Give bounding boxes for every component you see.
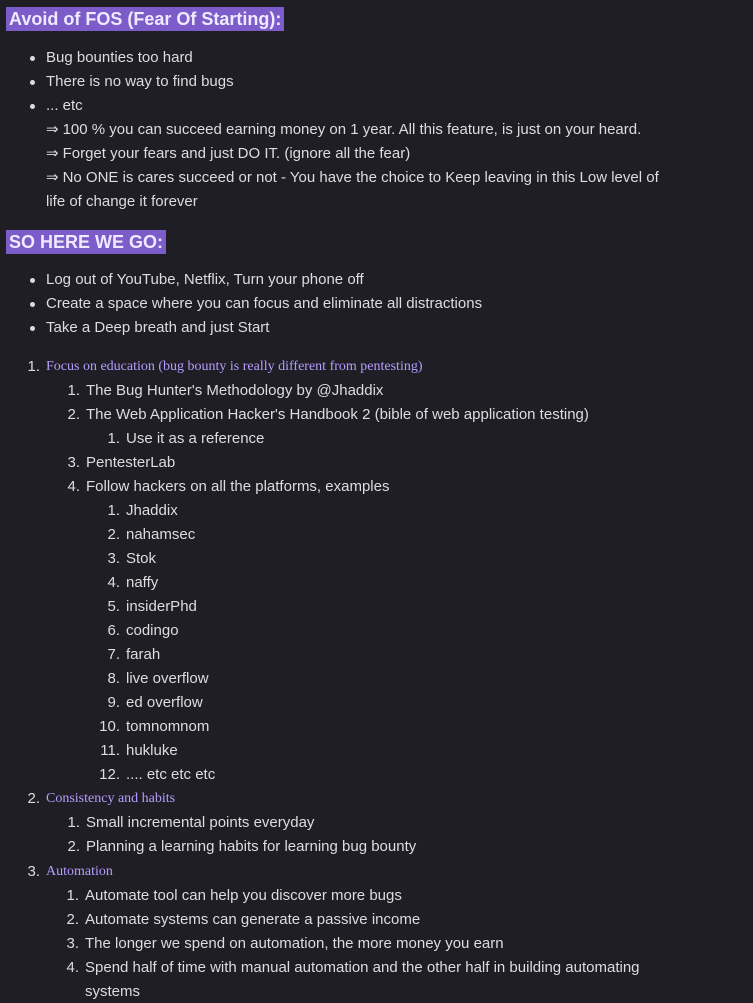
list-item-consistency: Consistency and habits [46,791,176,806]
arrow-icon: ⇒ [46,169,59,186]
list-number: 1. [27,358,40,375]
bullet-dot [30,80,35,85]
list-item: codingo [126,622,179,639]
list-item: Automate systems can generate a passive income [85,911,421,928]
heading-so-here-we-go: SO HERE WE GO: [6,230,166,254]
list-number: 4. [107,574,120,591]
list-item: nahamsec [126,526,196,543]
bullet-dot [30,326,35,331]
list-number: 9. [107,694,120,711]
bullet-dot [30,302,35,307]
arrow-line-text: Forget your fears and just DO IT. (ignore all the fear) [62,145,411,162]
list-number: 2. [66,911,79,928]
list-item: Follow hackers on all the platforms, examples [86,478,390,495]
list-number: 6. [107,622,120,639]
list-number: 1. [107,430,120,447]
arrow-icon: ⇒ [46,145,59,162]
list-item: Jhaddix [126,502,178,519]
list-item: Spend half of time with manual automation and the other half in building automating [85,959,640,976]
list-item: ed overflow [126,694,203,711]
list-number: 1. [107,502,120,519]
arrow-line [46,144,410,164]
list-number: 1. [66,887,79,904]
list-number: 3. [107,550,120,567]
arrow-line [46,120,641,140]
list-number: 8. [107,670,120,687]
bullet-dot [30,56,35,61]
list-item: ... etc [46,97,83,114]
list-item: The longer we spend on automation, the more money you earn [85,935,504,952]
list-item: There is no way to find bugs [46,73,234,90]
list-number: 1. [67,382,80,399]
list-item: Use it as a reference [126,430,265,447]
list-item: insiderPhd [126,598,197,615]
list-item: naffy [126,574,159,591]
list-number: 4. [67,478,80,495]
list-number: 3. [67,454,80,471]
list-item: live overflow [126,670,209,687]
list-number: 5. [107,598,120,615]
list-number: 2. [67,838,80,855]
list-item: Planning a learning habits for learning bug bounty [86,838,417,855]
arrow-line-text: 100 % you can succeed earning money on 1 year. All this feature, is just on your heard. [62,121,642,138]
list-item: Small incremental points everyday [86,814,315,831]
list-item: farah [126,646,161,663]
list-item: The Web Application Hacker's Handbook 2 (bible of web application testing) [86,406,589,423]
list-number: 1. [67,814,80,831]
list-item: Stok [126,550,157,567]
list-item: hukluke [126,742,178,759]
list-item: Bug bounties too hard [46,49,193,66]
list-number: 3. [66,935,79,952]
list-item: PentesterLab [86,454,176,471]
list-item: .... etc etc etc [126,766,216,783]
arrow-icon: ⇒ [46,121,59,138]
list-number: 2. [27,790,40,807]
heading-fear-of-starting: Avoid of FOS (Fear Of Starting): [6,7,284,31]
list-item: Log out of YouTube, Netflix, Turn your phone off [46,271,364,288]
list-item-automation: Automation [46,864,113,879]
list-number: 11. [100,742,120,759]
list-number: 7. [107,646,120,663]
list-item: tomnomnom [126,718,210,735]
list-item-continuation: systems [85,983,141,1000]
list-item-focus-education: Focus on education (bug bounty is really different from pentesting) [46,359,423,374]
arrow-line-continuation: life of change it forever [46,193,198,210]
list-number: 2. [107,526,120,543]
list-number: 4. [66,959,79,976]
bullet-dot [30,104,35,109]
list-item: Create a space where you can focus and eliminate all distractions [46,295,483,312]
list-item: The Bug Hunter's Methodology by @Jhaddix [86,382,384,399]
list-number: 10. [99,718,120,735]
list-number: 2. [67,406,80,423]
list-item: Automate tool can help you discover more bugs [85,887,402,904]
arrow-line-text: No ONE is cares succeed or not - You have the choice to Keep leaving in this Low level of [62,169,659,186]
list-number: 12. [99,766,120,783]
list-number: 3. [27,863,40,880]
list-item: Take a Deep breath and just Start [46,319,270,336]
bullet-dot [30,278,35,283]
arrow-line [46,168,659,188]
